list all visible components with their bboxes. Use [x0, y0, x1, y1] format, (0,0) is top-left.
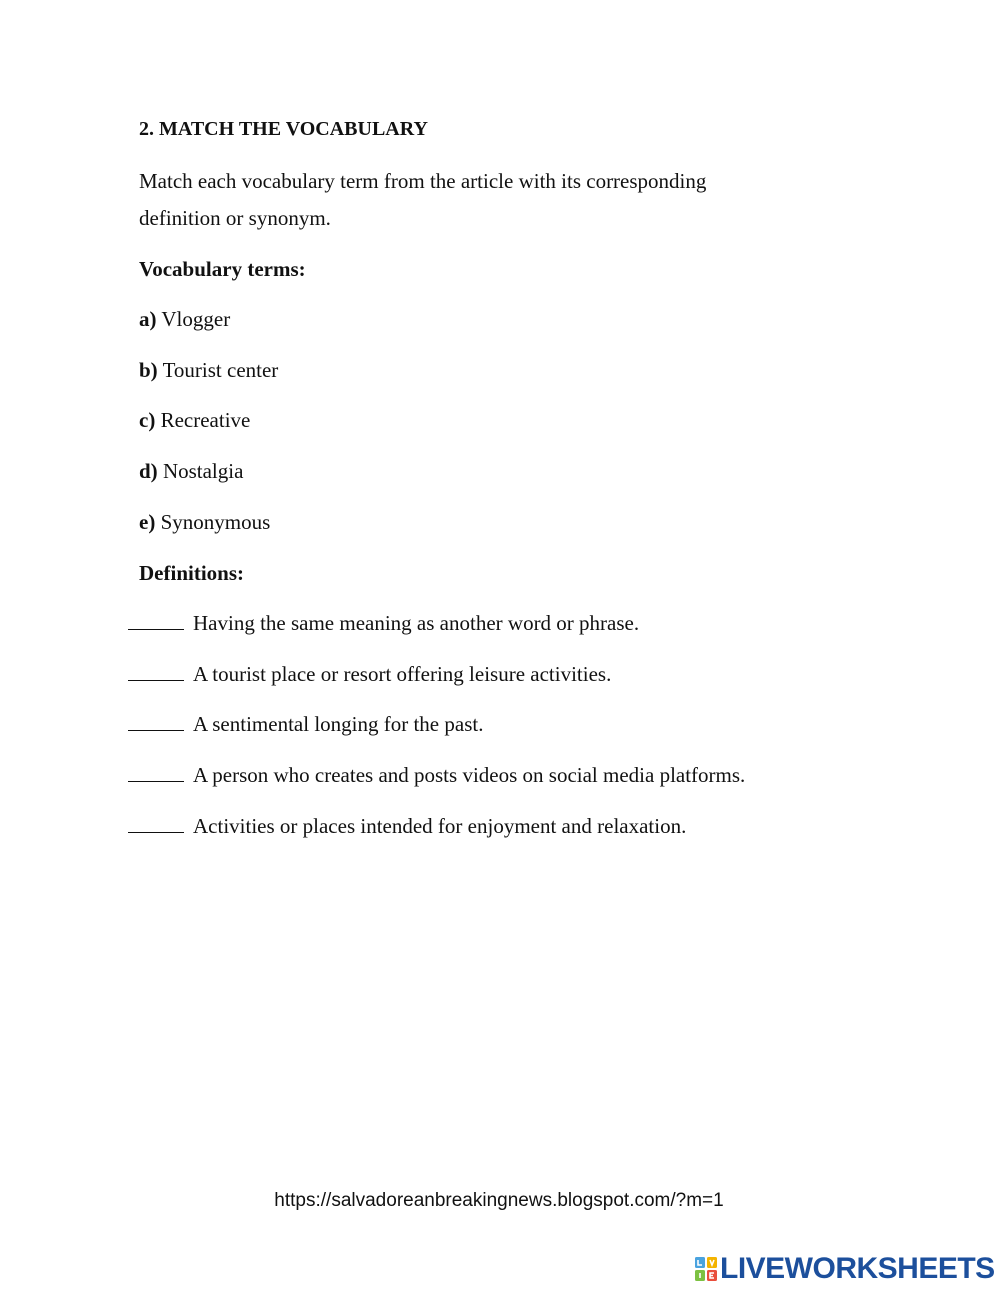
- vocabulary-term: [139, 509, 270, 535]
- definition-item: [128, 813, 686, 839]
- vocabulary-term: [139, 458, 243, 484]
- term-text: Nostalgia: [162, 459, 244, 483]
- definition-item: [128, 661, 611, 687]
- definition-text: A tourist place or resort offering leisure activities.: [193, 662, 612, 686]
- vocabulary-term: [139, 306, 230, 332]
- answer-blank[interactable]: [128, 711, 184, 731]
- term-letter: d): [139, 459, 158, 483]
- answer-blank[interactable]: [128, 661, 184, 681]
- vocabulary-term: [139, 357, 278, 383]
- definition-item: [128, 610, 639, 636]
- source-url: [0, 1190, 1000, 1212]
- instructions-line-2: definition or synonym.: [139, 206, 331, 230]
- definition-text: A sentimental longing for the past.: [193, 712, 484, 736]
- term-letter: e): [139, 510, 156, 534]
- answer-blank[interactable]: [128, 813, 184, 833]
- section-title: 2. MATCH THE VOCABULARY: [139, 118, 428, 140]
- term-text: Synonymous: [160, 510, 271, 534]
- source-url-text: https://salvadoreanbreakingnews.blogspot.com/?m=1: [274, 1190, 724, 1211]
- term-text: Recreative: [160, 408, 251, 432]
- instructions-line-1: Match each vocabulary term from the article with its corresponding: [139, 169, 707, 193]
- definition-text: Activities or places intended for enjoyment and relaxation.: [193, 814, 687, 838]
- answer-blank[interactable]: [128, 762, 184, 782]
- liveworksheets-logo-icon: [694, 1256, 718, 1282]
- definition-item: [128, 711, 483, 737]
- definition-item: [128, 762, 745, 788]
- vocabulary-heading: Vocabulary terms:: [139, 257, 306, 281]
- term-text: Vlogger: [161, 307, 231, 331]
- answer-blank[interactable]: [128, 610, 184, 630]
- liveworksheets-brand: [694, 1254, 995, 1284]
- term-letter: b): [139, 358, 158, 382]
- definitions-heading: Definitions:: [139, 561, 244, 585]
- brand-text: LIVEWORKSHEETS: [720, 1252, 995, 1285]
- term-letter: a): [139, 307, 157, 331]
- vocabulary-term: [139, 407, 250, 433]
- definition-text: Having the same meaning as another word or phrase.: [193, 611, 640, 635]
- term-letter: c): [139, 408, 156, 432]
- term-text: Tourist center: [162, 358, 279, 382]
- definition-text: A person who creates and posts videos on social media platforms.: [193, 763, 746, 787]
